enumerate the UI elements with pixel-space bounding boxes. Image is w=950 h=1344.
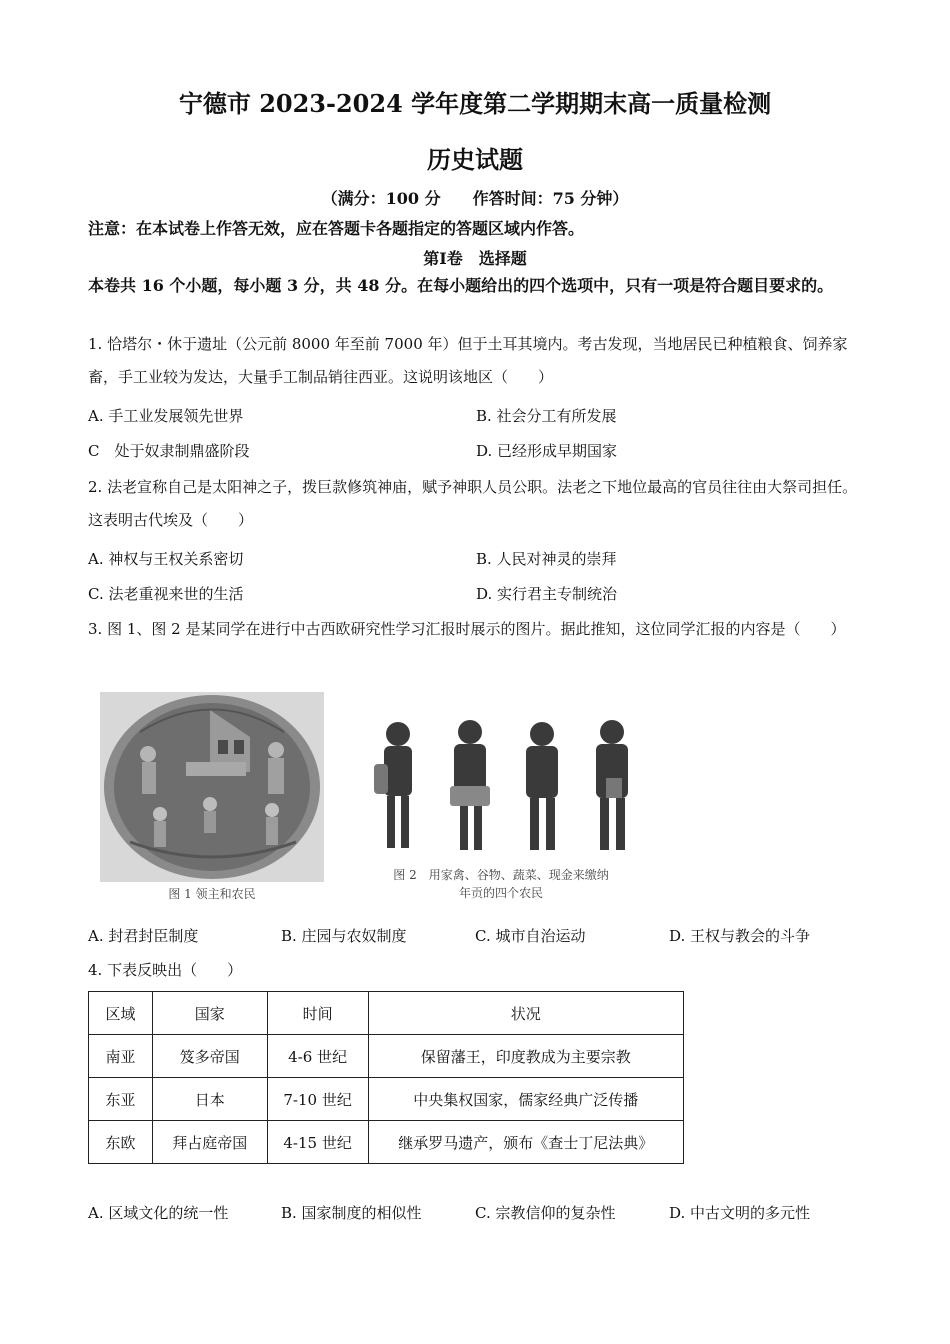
question-3-stem: 3. 图 1、图 2 是某同学在进行中古西欧研究性学习汇报时展示的图片。据此推知，这位同学汇报的内容是（ ） <box>88 620 846 638</box>
question-2-option-b: B. 人民对神灵的崇拜 <box>476 550 617 568</box>
question-4-table <box>88 991 684 1164</box>
table-cell: 东欧 <box>89 1121 153 1164</box>
question-4-option-d: D. 中古文明的多元性 <box>669 1204 811 1222</box>
table-header-cell: 状况 <box>368 992 683 1035</box>
table-header-cell: 国家 <box>152 992 267 1035</box>
question-4-option-c: C. 宗教信仰的复杂性 <box>475 1204 616 1222</box>
question-4-option-b: B. 国家制度的相似性 <box>281 1204 422 1222</box>
question-2-option-d: D. 实行君主专制统治 <box>476 585 618 603</box>
table-cell: 中央集权国家，儒家经典广泛传播 <box>368 1078 683 1121</box>
question-3-option-c: C. 城市自治运动 <box>475 927 586 945</box>
question-3-option-b: B. 庄园与农奴制度 <box>281 927 407 945</box>
exam-subject: 历史试题 <box>427 145 523 174</box>
figure-2-image <box>360 712 642 862</box>
figure-2-caption <box>360 866 642 902</box>
question-1-option-a: A. 手工业发展领先世界 <box>88 407 244 425</box>
question-2-option-c: C. 法老重视来世的生活 <box>88 585 244 603</box>
table-cell: 保留藩王，印度教成为主要宗教 <box>368 1035 683 1078</box>
question-1-option-c: C 处于奴隶制鼎盛阶段 <box>88 442 250 460</box>
table-cell: 南亚 <box>89 1035 153 1078</box>
table-row <box>89 1035 684 1078</box>
table-cell: 4-6 世纪 <box>267 1035 368 1078</box>
figure-2-caption-line2: 年贡的四个农民 <box>458 886 543 900</box>
figure-1-caption: 图 1 领主和农民 <box>168 887 256 901</box>
table-header-cell: 时间 <box>267 992 368 1035</box>
question-4-option-a: A. 区域文化的统一性 <box>88 1204 229 1222</box>
table-cell: 东亚 <box>89 1078 153 1121</box>
question-2-option-a: A. 神权与王权关系密切 <box>88 550 244 568</box>
exam-meta: （满分：100 分 作答时间：75 分钟） <box>321 189 629 208</box>
table-cell: 4-15 世纪 <box>267 1121 368 1164</box>
question-3-option-a: A. 封君封臣制度 <box>88 927 199 945</box>
table-header-row <box>89 992 684 1035</box>
question-2-stem: 2. 法老宣称自己是太阳神之子，拨巨款修筑神庙，赋予神职人员公职。法老之下地位最高的官员往往由大祭司担任。这表明古代埃及（ ） <box>88 478 858 529</box>
question-4-stem: 4. 下表反映出（ ） <box>88 961 243 979</box>
question-3-option-d: D. 王权与教会的斗争 <box>669 927 811 945</box>
figure-2-caption-line1: 图 2 用家禽、谷物、蔬菜、现金来缴纳 <box>393 868 609 882</box>
table-cell: 拜占庭帝国 <box>152 1121 267 1164</box>
table-cell: 7-10 世纪 <box>267 1078 368 1121</box>
section-title: 第Ⅰ卷 选择题 <box>423 249 527 268</box>
question-1-option-d: D. 已经形成早期国家 <box>476 442 618 460</box>
table-cell: 日本 <box>152 1078 267 1121</box>
question-1-option-b: B. 社会分工有所发展 <box>476 407 617 425</box>
exam-title: 宁德市 2023-2024 学年度第二学期期末高一质量检测 <box>178 89 772 118</box>
table-row <box>89 1078 684 1121</box>
exam-notice: 注意：在本试卷上作答无效，应在答题卡各题指定的答题区域内作答。 <box>88 219 585 238</box>
section-instructions: 本卷共 16 个小题，每小题 3 分，共 48 分。在每小题给出的四个选项中，只有一项是符合题目要求的。 <box>88 276 834 295</box>
question-1-stem: 1. 恰塔尔・休于遗址（公元前 8000 年至前 7000 年）但于土耳其境内。考古发现，当地居民已种植粮食、饲养家畜，手工业较为发达，大量手工制品销往西亚。这说明该地区（ ） <box>88 335 848 386</box>
figure-1-image <box>100 692 324 882</box>
table-cell: 继承罗马遗产，颁布《查士丁尼法典》 <box>368 1121 683 1164</box>
table-cell: 笈多帝国 <box>152 1035 267 1078</box>
table-header-cell: 区域 <box>89 992 153 1035</box>
table-row <box>89 1121 684 1164</box>
